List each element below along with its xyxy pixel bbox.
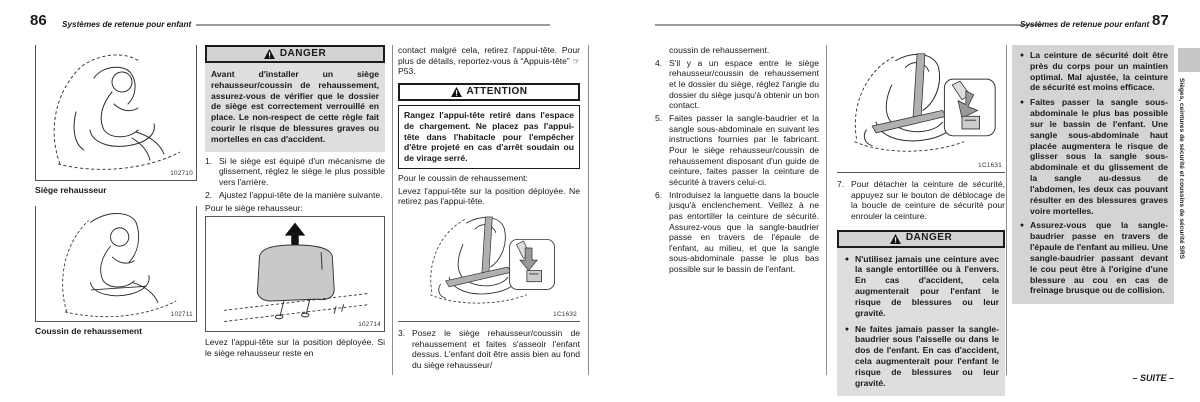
step-text: Introduisez la languette dans la boucle jusqu'à enclenchement. Veillez à ne pas entortiller la ceinture de sécurité. Assurez-vous que la sangle-baudrier passe en travers de l'épaule de l'enfant, au milieu, et que la sangle sous-abdominale passe le plus bas possible sur le bassin de l'enfant. — [669, 189, 819, 275]
sidebar-bullet-3 — [1018, 220, 1168, 296]
booster-cushion-caption: Coussin de rehaussement — [35, 325, 142, 336]
belt-routing-figure-86 — [398, 210, 580, 322]
figure-code: 102710 — [170, 170, 193, 178]
warning-icon — [264, 49, 275, 59]
chapter-tab-marker — [1178, 48, 1200, 72]
bullet-icon: ● — [1019, 52, 1025, 59]
warning-icon — [890, 234, 901, 244]
danger-body — [837, 248, 1005, 396]
step-number: 3. — [398, 328, 406, 339]
danger-bullet-1 — [843, 254, 999, 319]
lift-booster-text: Levez l'appui-tête sur la position déployée. Si le siège rehausseur reste en — [205, 337, 385, 358]
step-3 — [398, 328, 580, 371]
bullet-icon: ● — [844, 255, 850, 263]
page86-col1 — [35, 45, 197, 336]
step-number: 4. — [655, 57, 663, 68]
step-text: Ajustez l'appui-tête de la manière suivante. — [219, 189, 383, 200]
sidebar-bullet-1 — [1018, 50, 1168, 93]
bullet-icon: ● — [844, 325, 850, 333]
figure-code: 102711 — [170, 310, 193, 318]
sidebar-item-text: Assurez-vous que la sangle-baudrier passe en travers de l'épaule de l'enfant au milieu. Une sangle-baudrier passant devant le cou peut être à l'origine d'une blessure au cou en cas de freinage brusque ou de collision. — [1030, 220, 1168, 296]
belt-routing-line-art — [837, 45, 1003, 169]
chapter-tab-label: Sièges, ceintures de sécurité et coussins de sécurité SRS — [1178, 78, 1185, 260]
figure-code: 102714 — [358, 321, 381, 329]
page86-col2 — [205, 45, 385, 360]
danger-header — [837, 230, 1005, 248]
attention-body: Rangez l'appui-tête retiré dans l'espace de chargement. Ne placez pas l'appui-tête dans l'habitacle pour l'empêcher d'être projeté en cas d'arrêt soudain ou de virage serré. — [398, 105, 580, 169]
sidebar-item-text: La ceinture de sécurité doit être près du corps pour un maintien optimal. Mal ajustée, la ceinture de sécurité est moins efficace. — [1030, 50, 1168, 93]
danger-box-87 — [837, 230, 1005, 396]
belt-routing-line-art — [398, 210, 578, 318]
danger-item-text: N'utilisez jamais une ceinture avec la sangle entortillée ou à l'envers. En cas d'accident, cela augmenterait pour l'enfant le risque de blessures ou leur gravité. — [855, 253, 999, 318]
step-number: 2. — [205, 189, 213, 200]
step-2 — [205, 190, 385, 201]
danger-title: DANGER — [279, 47, 327, 59]
step-number: 7. — [837, 179, 845, 189]
step-text: Faites passer la sangle-baudrier et la sangle sous-abdominale en suivant les instructions fournies par le fabricant. Pour le siège rehausseur/coussin de rehaussement disposant d'un guide de ceinture, faites passer la ceinture de sécurité à travers celui-ci. — [669, 112, 819, 187]
for-cushion-lead: Pour le coussin de rehaussement: — [398, 173, 528, 184]
running-header-86: Systèmes de retenue pour enfant — [62, 20, 192, 29]
attention-header — [398, 83, 580, 101]
column-divider — [588, 45, 589, 375]
danger-bullet-2 — [843, 324, 999, 389]
figure-code: 1C1632 — [553, 311, 577, 319]
step-text: Posez le siège rehausseur/coussin de rehaussement et faites s'asseoir l'enfant dessus. L'enfant doit être assis bien au fond du siège rehausseur/ — [412, 328, 580, 371]
sidebar-item-text: Faites passer la sangle sous-abdominale le plus bas possible sur le bassin de l'enfant. Une sangle sous-abdominale haut placée augmentera le risque de glisser sous la sangle sous-abdominale et du glissement de la sangle au-dessus de l'abdomen, les deux cas pouvant résulter en des blessures graves voire mortelles. — [1030, 97, 1168, 216]
booster-seat-figure — [35, 45, 197, 181]
column-divider — [826, 45, 827, 375]
continuation-text: coussin de rehaussement. — [669, 45, 770, 55]
headrest-figure — [205, 216, 385, 332]
step-5 — [655, 113, 819, 188]
page-number-86: 86 — [30, 12, 47, 29]
header-rule-87 — [655, 24, 1043, 26]
page-number-87: 87 — [1152, 12, 1169, 29]
step-text: S'il y a un espace entre le siège rehausseur/coussin de rehaussement et le dossier du siège, réglez l'angle du dossier du siège jusqu'à obtenir un bon contact. — [669, 57, 819, 111]
danger-title: DANGER — [905, 232, 953, 244]
danger-header — [205, 45, 385, 63]
column-divider — [1006, 45, 1007, 375]
sidebar-bullet-2 — [1018, 97, 1168, 216]
figure-code: 1C1631 — [978, 162, 1002, 170]
step-4 — [655, 58, 819, 111]
booster-seat-line-art — [36, 45, 196, 179]
bullet-icon: ● — [1019, 222, 1025, 230]
attention-box — [398, 83, 580, 169]
suite-footer: – SUITE – — [1132, 373, 1174, 383]
header-rule-86 — [196, 24, 550, 26]
step-number: 5. — [655, 112, 663, 123]
step-number: 1. — [205, 155, 213, 166]
safety-notes-sidebar — [1012, 45, 1174, 304]
belt-routing-figure-87 — [837, 45, 1005, 173]
for-booster-lead: Pour le siège rehausseur: — [205, 203, 303, 214]
warning-icon — [451, 87, 462, 97]
lift-cushion-text: Levez l'appui-tête sur la position déployée. Ne retirez pas l'appui-tête. — [398, 185, 580, 207]
step-text: Si le siège est équipé d'un mécanisme de glissement, réglez le siège le plus possible vers l'arrière. — [219, 155, 385, 188]
col3-top-text: contact malgré cela, retirez l'appui-tête. Pour plus de détails, reportez-vous à “Appuis-tête” ☞P53. — [398, 45, 580, 77]
step-number: 6. — [655, 189, 663, 200]
step-1 — [205, 156, 385, 188]
step-text: Pour détacher la ceinture de sécurité, appuyez sur le bouton de déblocage de la boucle de ceinture de sécurité pour enrouler la ceinture. — [851, 179, 1005, 221]
booster-cushion-line-art — [36, 206, 196, 320]
bullet-icon: ● — [1019, 99, 1025, 107]
booster-cushion-figure — [35, 206, 197, 322]
danger-box-86 — [205, 45, 385, 152]
step-7 — [837, 179, 1005, 222]
page87-col2 — [837, 45, 1005, 400]
danger-item-text: Ne faites jamais passer la sangle-baudrier sous l'aisselle ou dans le dos de l'enfant. En cas d'accident, cela augmenterait pour l'enfant le risque de blessures ou leur gravité. — [855, 323, 999, 388]
booster-seat-caption: Siège rehausseur — [35, 185, 107, 195]
column-divider — [392, 45, 393, 375]
danger-body: Avant d'installer un siège rehausseur/coussin de rehaussement, assurez-vous de vérifier que le dossier de siège est correctement verrouillé en place. Le non-respect de cette règle fait courir le risque de blessures graves ou mortelles en cas d'accident. — [205, 63, 385, 152]
step-6 — [655, 190, 819, 275]
attention-title: ATTENTION — [466, 85, 528, 97]
page87-col1 — [655, 45, 819, 277]
page86-col3 — [398, 45, 580, 373]
headrest-line-art — [206, 217, 384, 329]
running-header-87: Systèmes de retenue pour enfant — [1020, 20, 1150, 29]
